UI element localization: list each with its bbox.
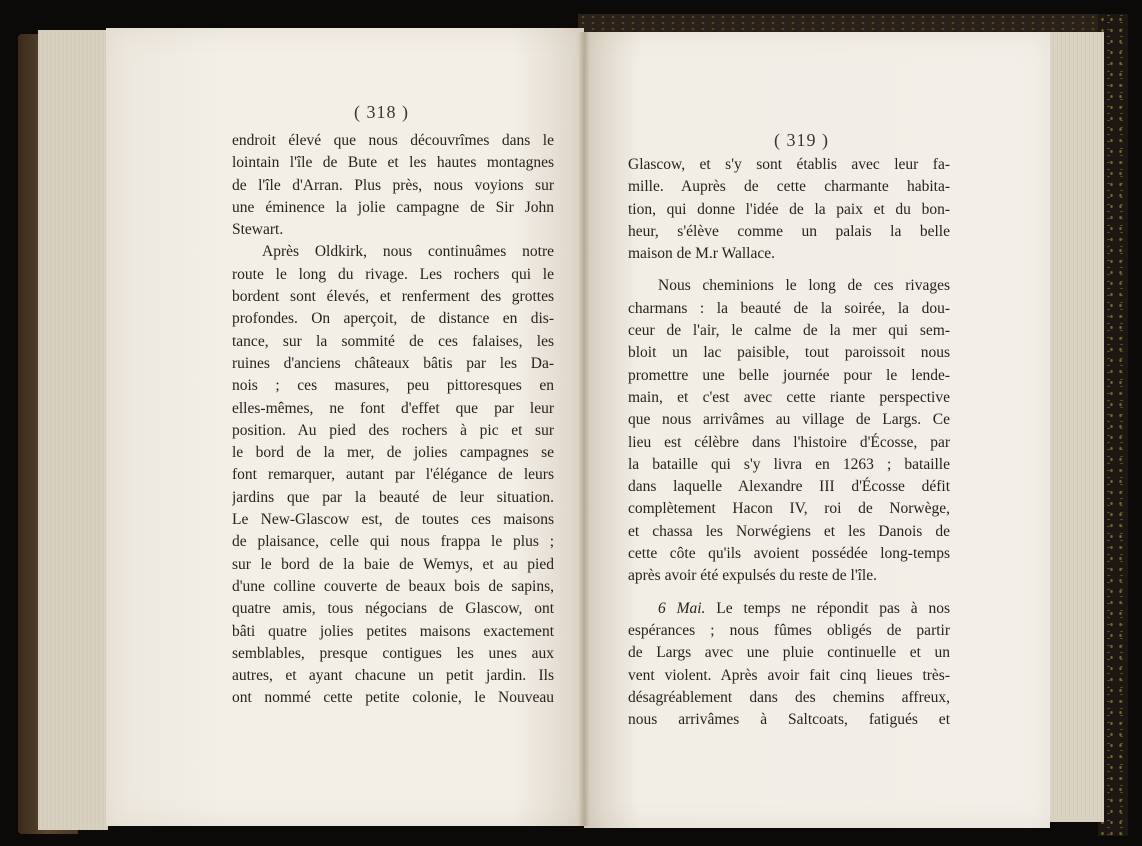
text-line: lointain l'île de Bute et les hautes montagnes (232, 154, 554, 172)
text-line: une éminence la jolie campagne de Sir John (232, 198, 554, 216)
text-line: route le long du rivage. Les rochers qui le (232, 265, 554, 283)
text-line: font remarquer, autant par l'élégance de leurs (232, 466, 554, 484)
text-line: la bataille qui s'y livra en 1263 ; bataille (628, 455, 950, 473)
text-line: d'une colline couverte de beaux bois de sapins, (232, 577, 554, 595)
text-line: tance, sur la sommité de ces falaises, les (232, 332, 554, 350)
text-line: cette côte qu'ils avoient possédée long-temps (628, 545, 950, 563)
page-number-right: ( 319 ) (774, 130, 829, 150)
text-line: bâti quatre jolies petites maisons exactement (232, 622, 554, 640)
text-line: ruines d'anciens châteaux bâtis par les Da- (232, 354, 554, 372)
text-line: espérances ; nous fûmes obligés de partir (628, 621, 950, 639)
book-top-edge (578, 14, 1118, 34)
book-gutter (578, 32, 590, 826)
text-line: Stewart. (232, 221, 284, 239)
text-line: semblables, presque contigues les unes aux (232, 644, 554, 662)
page-edges-left (38, 30, 108, 830)
text-line: position. Au pied des rochers à pic et sur (232, 421, 554, 439)
text-line: elles-mêmes, ne font d'effet que par leur (232, 399, 554, 417)
text-line: de plaisance, celle qui nous frappa le plus ; (232, 533, 554, 551)
text-line: désagréablement dans des chemins affreux, (628, 688, 950, 706)
date-label: 6 Mai. (658, 599, 706, 617)
text-line: lieu est célèbre dans l'histoire d'Écosse, par (628, 433, 950, 451)
text-line: ont nommé cette petite colonie, le Nouveau (232, 689, 554, 707)
text-line: Le New-Glascow est, de toutes ces maisons (232, 511, 554, 529)
left-page-text (232, 130, 554, 710)
text-line: charmans : la beauté de la soirée, la dou- (628, 299, 950, 317)
text-line: complètement Hacon IV, roi de Norwège, (628, 500, 950, 518)
page-edges-right (1048, 32, 1104, 822)
text-line: de l'île d'Arran. Plus près, nous voyions sur (232, 176, 554, 194)
text-line: que nous arrivâmes au village de Largs. Ce (628, 411, 950, 429)
text-line: ceur de l'air, le calme de la mer qui sem- (628, 322, 950, 340)
text-line: Après Oldkirk, nous continuâmes notre (262, 243, 554, 261)
text-line: vent violent. Après avoir fait cinq lieues très- (628, 666, 950, 684)
left-page (106, 28, 584, 826)
text-line: dans laquelle Alexandre III d'Écosse défit (628, 478, 950, 496)
text-line: nous arrivâmes à Saltcoats, fatigués et (628, 711, 950, 729)
text-line: bloit un lac paisible, tout paroissoit nous (628, 344, 950, 362)
text-line: après avoir été expulsés du reste de l'île. (628, 567, 877, 585)
text-line: jardins que par la beauté de leur situation. (232, 488, 554, 506)
text-line: Nous cheminions le long de ces rivages (658, 277, 950, 295)
text-line: bordent sont élevés, et renferment des grottes (232, 288, 554, 306)
page-number-left: ( 318 ) (354, 102, 409, 122)
text-line: promettre une belle journée pour le lende- (628, 366, 950, 384)
text-line: maison de M.r Wallace. (628, 245, 775, 263)
text-line: nois ; ces masures, peu pittoresques en (232, 377, 554, 395)
text-line (628, 598, 950, 620)
text-line: quatre amis, tous négocians de Glascow, ont (232, 600, 554, 618)
right-page (584, 32, 1050, 828)
text-line: profondes. On aperçoit, de distance en dis- (232, 310, 554, 328)
text-line: sur le bord de la baie de Wemys, et au pied (232, 555, 554, 573)
open-book (18, 14, 1128, 836)
right-page-text (628, 154, 950, 731)
text-line: tion, qui donne l'idée de la paix et du bon- (628, 200, 950, 218)
text-line: autres, et ayant chacune un petit jardin. Ils (232, 667, 554, 685)
text-line: Glascow, et s'y sont établis avec leur fa- (628, 156, 950, 173)
text-line: heur, s'élève comme un palais la belle (628, 222, 950, 240)
text-line: de Largs avec une pluie continuelle et un (628, 644, 950, 662)
text-fragment: Le temps ne répondit pas à nos (716, 599, 950, 617)
text-line: le bord de la mer, de jolies campagnes se (232, 444, 554, 462)
text-line: mille. Auprès de cette charmante habita- (628, 178, 950, 196)
text-line: et chassa les Norwégiens et les Danois de (628, 522, 950, 540)
text-line: main, et c'est avec cette riante perspective (628, 388, 950, 406)
text-line: endroit élevé que nous découvrîmes dans le (232, 132, 554, 149)
